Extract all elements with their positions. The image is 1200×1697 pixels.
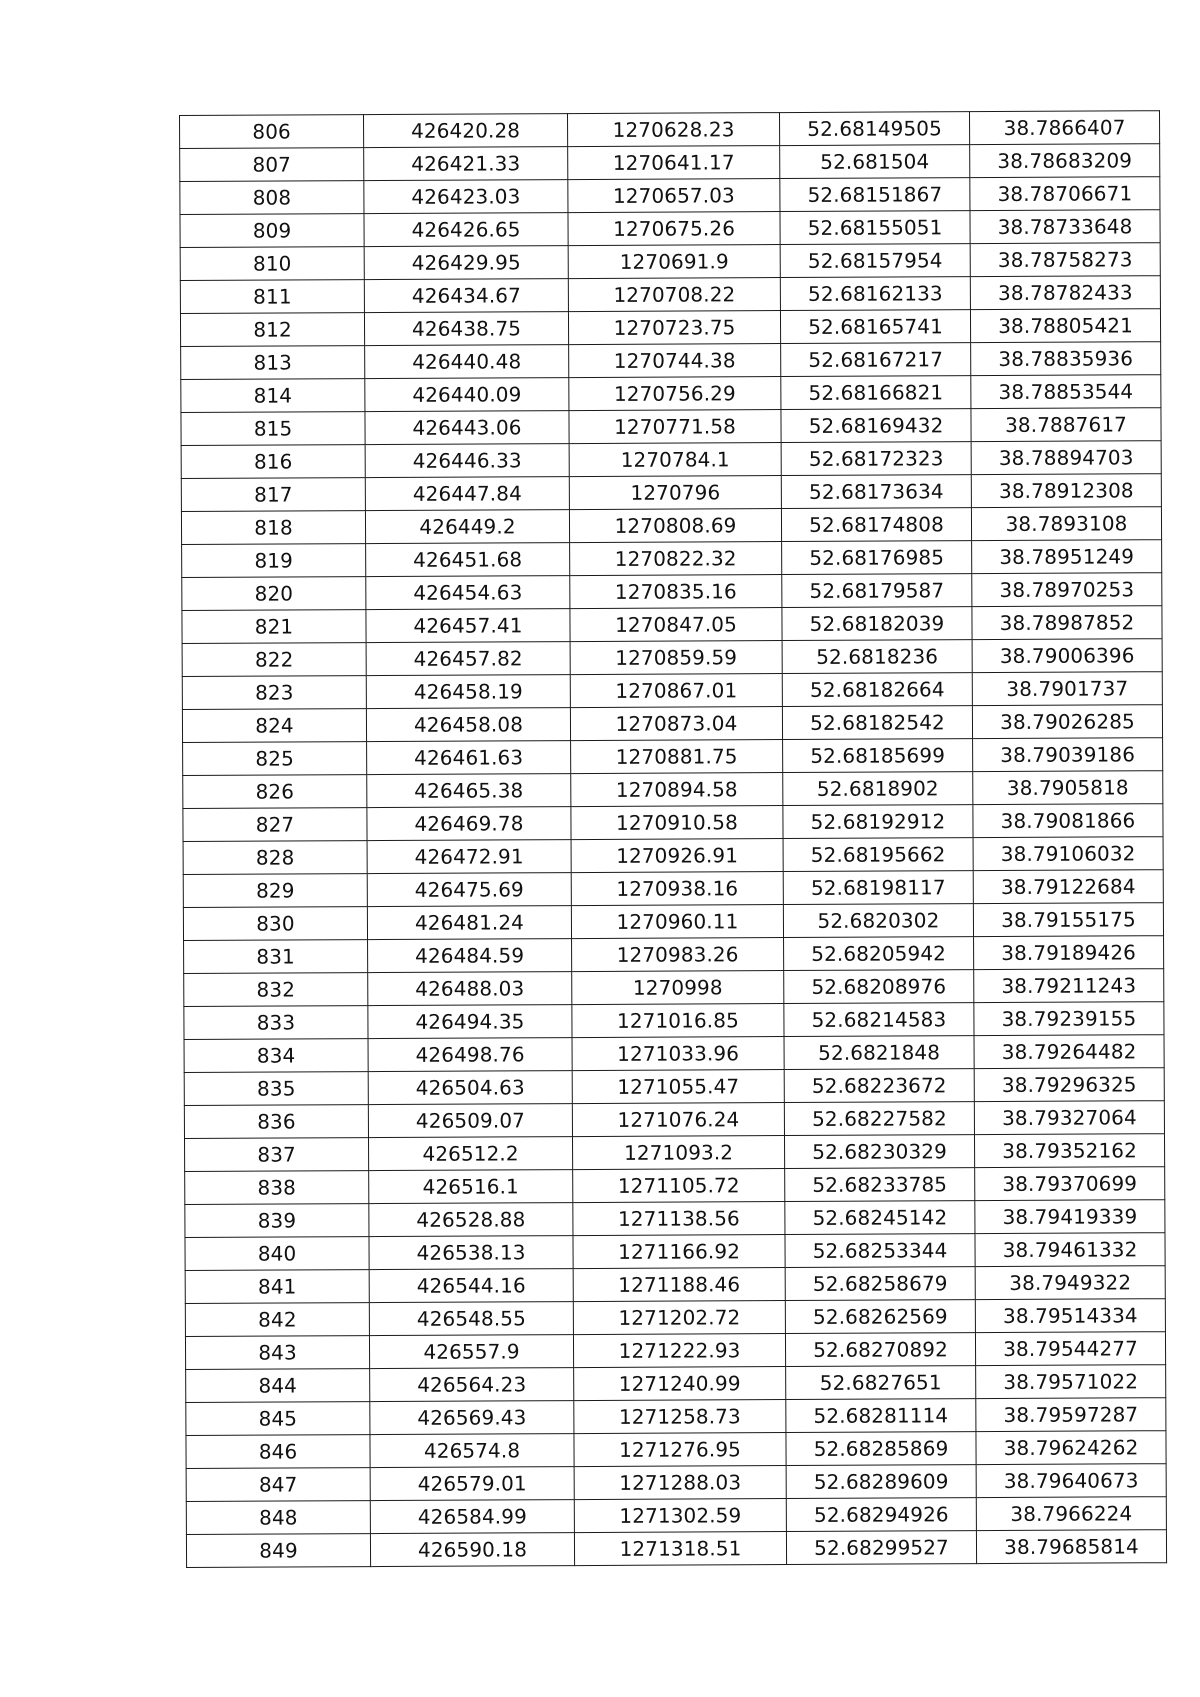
y-coordinate-cell: 1270835.16 xyxy=(570,575,782,609)
y-coordinate-cell: 1271188.46 xyxy=(573,1268,785,1302)
x-coordinate-cell: 426548.55 xyxy=(369,1302,573,1336)
y-coordinate-cell: 1270771.58 xyxy=(569,410,781,444)
y-coordinate-cell: 1270796 xyxy=(569,476,781,510)
table-row xyxy=(184,1035,1164,1073)
x-coordinate-cell: 426429.95 xyxy=(364,246,568,280)
latitude-cell: 52.68192912 xyxy=(783,805,973,839)
y-coordinate-cell: 1270894.58 xyxy=(571,773,783,807)
table-row xyxy=(184,1101,1164,1139)
point-number-cell: 824 xyxy=(182,709,366,743)
y-coordinate-cell: 1270960.11 xyxy=(571,905,783,939)
x-coordinate-cell: 426579.01 xyxy=(370,1467,574,1501)
latitude-cell: 52.68208976 xyxy=(784,970,974,1004)
point-number-cell: 846 xyxy=(186,1435,370,1469)
y-coordinate-cell: 1270998 xyxy=(572,971,784,1005)
longitude-cell: 38.79155175 xyxy=(973,903,1163,937)
latitude-cell: 52.68162133 xyxy=(780,277,970,311)
latitude-cell: 52.68166821 xyxy=(781,376,971,410)
x-coordinate-cell: 426458.19 xyxy=(366,675,570,709)
latitude-cell: 52.68182039 xyxy=(782,607,972,641)
point-number-cell: 820 xyxy=(182,577,366,611)
latitude-cell: 52.68294926 xyxy=(786,1498,976,1532)
longitude-cell: 38.79122684 xyxy=(973,870,1163,904)
longitude-cell: 38.79189426 xyxy=(974,936,1164,970)
x-coordinate-cell: 426528.88 xyxy=(369,1203,573,1237)
point-number-cell: 810 xyxy=(180,247,364,281)
table-row xyxy=(186,1464,1166,1502)
x-coordinate-cell: 426481.24 xyxy=(367,906,571,940)
point-number-cell: 829 xyxy=(183,874,367,908)
table-row xyxy=(186,1365,1166,1403)
x-coordinate-cell: 426516.1 xyxy=(369,1170,573,1204)
table-row xyxy=(180,210,1160,248)
latitude-cell: 52.68172323 xyxy=(781,442,971,476)
x-coordinate-cell: 426584.99 xyxy=(370,1500,574,1534)
y-coordinate-cell: 1270675.26 xyxy=(568,212,780,246)
point-number-cell: 841 xyxy=(185,1270,369,1304)
y-coordinate-cell: 1271258.73 xyxy=(574,1400,786,1434)
x-coordinate-cell: 426488.03 xyxy=(368,972,572,1006)
latitude-cell: 52.68155051 xyxy=(780,211,970,245)
longitude-cell: 38.78706671 xyxy=(970,177,1160,211)
x-coordinate-cell: 426512.2 xyxy=(368,1137,572,1171)
table-row xyxy=(180,177,1160,215)
point-number-cell: 842 xyxy=(185,1303,369,1337)
latitude-cell: 52.68258679 xyxy=(785,1267,975,1301)
longitude-cell: 38.79419339 xyxy=(975,1200,1165,1234)
point-number-cell: 806 xyxy=(180,115,364,149)
longitude-cell: 38.79026285 xyxy=(972,705,1162,739)
point-number-cell: 818 xyxy=(181,511,365,545)
y-coordinate-cell: 1271093.2 xyxy=(572,1136,784,1170)
point-number-cell: 837 xyxy=(185,1138,369,1172)
x-coordinate-cell: 426569.43 xyxy=(370,1401,574,1435)
x-coordinate-cell: 426421.33 xyxy=(364,147,568,181)
x-coordinate-cell: 426446.33 xyxy=(365,444,569,478)
x-coordinate-cell: 426449.2 xyxy=(365,510,569,544)
point-number-cell: 819 xyxy=(182,544,366,578)
latitude-cell: 52.6818902 xyxy=(783,772,973,806)
table-row xyxy=(182,672,1162,710)
latitude-cell: 52.6820302 xyxy=(783,904,973,938)
longitude-cell: 38.78805421 xyxy=(970,309,1160,343)
x-coordinate-cell: 426538.13 xyxy=(369,1236,573,1270)
y-coordinate-cell: 1270641.17 xyxy=(568,146,780,180)
x-coordinate-cell: 426475.69 xyxy=(367,873,571,907)
table-row xyxy=(184,969,1164,1007)
longitude-cell: 38.78835936 xyxy=(971,342,1161,376)
longitude-cell: 38.79640673 xyxy=(976,1464,1166,1498)
latitude-cell: 52.68149505 xyxy=(779,112,969,146)
table-row xyxy=(183,804,1163,842)
latitude-cell: 52.68165741 xyxy=(780,310,970,344)
x-coordinate-cell: 426472.91 xyxy=(367,840,571,874)
table-row xyxy=(185,1200,1165,1238)
x-coordinate-cell: 426564.23 xyxy=(370,1368,574,1402)
latitude-cell: 52.681504 xyxy=(780,145,970,179)
y-coordinate-cell: 1271076.24 xyxy=(572,1103,784,1137)
x-coordinate-cell: 426457.82 xyxy=(366,642,570,676)
latitude-cell: 52.68205942 xyxy=(784,937,974,971)
table-row xyxy=(183,837,1163,875)
longitude-cell: 38.79624262 xyxy=(976,1431,1166,1465)
longitude-cell: 38.79081866 xyxy=(973,804,1163,838)
longitude-cell: 38.78683209 xyxy=(970,144,1160,178)
latitude-cell: 52.6818236 xyxy=(782,640,972,674)
longitude-cell: 38.79370699 xyxy=(975,1167,1165,1201)
point-number-cell: 823 xyxy=(182,676,366,710)
y-coordinate-cell: 1271240.99 xyxy=(574,1367,786,1401)
table-row xyxy=(183,738,1163,776)
y-coordinate-cell: 1270873.04 xyxy=(570,707,782,741)
y-coordinate-cell: 1271276.95 xyxy=(574,1433,786,1467)
x-coordinate-cell: 426461.63 xyxy=(367,741,571,775)
x-coordinate-cell: 426574.8 xyxy=(370,1434,574,1468)
longitude-cell: 38.79039186 xyxy=(973,738,1163,772)
latitude-cell: 52.68182542 xyxy=(782,706,972,740)
y-coordinate-cell: 1270691.9 xyxy=(568,245,780,279)
y-coordinate-cell: 1271055.47 xyxy=(572,1070,784,1104)
x-coordinate-cell: 426423.03 xyxy=(364,180,568,214)
point-number-cell: 830 xyxy=(183,907,367,941)
table-row xyxy=(181,375,1161,413)
table-row xyxy=(183,771,1163,809)
y-coordinate-cell: 1271105.72 xyxy=(573,1169,785,1203)
point-number-cell: 822 xyxy=(182,643,366,677)
point-number-cell: 814 xyxy=(181,379,365,413)
longitude-cell: 38.7901737 xyxy=(972,672,1162,706)
point-number-cell: 835 xyxy=(184,1072,368,1106)
y-coordinate-cell: 1270847.05 xyxy=(570,608,782,642)
point-number-cell: 813 xyxy=(181,346,365,380)
table-row xyxy=(184,1068,1164,1106)
latitude-cell: 52.68233785 xyxy=(785,1168,975,1202)
latitude-cell: 52.68195662 xyxy=(783,838,973,872)
longitude-cell: 38.79544277 xyxy=(975,1332,1165,1366)
latitude-cell: 52.68214583 xyxy=(784,1003,974,1037)
table-row xyxy=(182,573,1162,611)
y-coordinate-cell: 1270867.01 xyxy=(570,674,782,708)
point-number-cell: 839 xyxy=(185,1204,369,1238)
latitude-cell: 52.68157954 xyxy=(780,244,970,278)
x-coordinate-cell: 426434.67 xyxy=(364,279,568,313)
y-coordinate-cell: 1270723.75 xyxy=(568,311,780,345)
latitude-cell: 52.68223672 xyxy=(784,1069,974,1103)
latitude-cell: 52.68167217 xyxy=(781,343,971,377)
latitude-cell: 52.6827651 xyxy=(786,1366,976,1400)
x-coordinate-cell: 426494.35 xyxy=(368,1005,572,1039)
x-coordinate-cell: 426440.48 xyxy=(365,345,569,379)
x-coordinate-cell: 426469.78 xyxy=(367,807,571,841)
y-coordinate-cell: 1270859.59 xyxy=(570,641,782,675)
point-number-cell: 834 xyxy=(184,1039,368,1073)
latitude-cell: 52.68151867 xyxy=(780,178,970,212)
table-row xyxy=(182,705,1162,743)
point-number-cell: 833 xyxy=(184,1006,368,1040)
x-coordinate-cell: 426509.07 xyxy=(368,1104,572,1138)
y-coordinate-cell: 1271318.51 xyxy=(574,1532,786,1566)
point-number-cell: 816 xyxy=(181,445,365,479)
longitude-cell: 38.78733648 xyxy=(970,210,1160,244)
table-row xyxy=(185,1266,1165,1304)
point-number-cell: 811 xyxy=(180,280,364,314)
table-row xyxy=(185,1332,1165,1370)
latitude-cell: 52.68185699 xyxy=(783,739,973,773)
point-number-cell: 808 xyxy=(180,181,364,215)
point-number-cell: 825 xyxy=(183,742,367,776)
point-number-cell: 847 xyxy=(186,1468,370,1502)
longitude-cell: 38.79211243 xyxy=(974,969,1164,1003)
table-row xyxy=(185,1299,1165,1337)
x-coordinate-cell: 426451.68 xyxy=(366,543,570,577)
longitude-cell: 38.78782433 xyxy=(970,276,1160,310)
point-number-cell: 838 xyxy=(185,1171,369,1205)
y-coordinate-cell: 1271288.03 xyxy=(574,1466,786,1500)
latitude-cell: 52.68169432 xyxy=(781,409,971,443)
point-number-cell: 812 xyxy=(180,313,364,347)
table-row xyxy=(181,441,1161,479)
point-number-cell: 844 xyxy=(186,1369,370,1403)
latitude-cell: 52.68281114 xyxy=(786,1399,976,1433)
table-row xyxy=(183,870,1163,908)
table-row xyxy=(184,936,1164,974)
longitude-cell: 38.79239155 xyxy=(974,1002,1164,1036)
x-coordinate-cell: 426484.59 xyxy=(368,939,572,973)
latitude-cell: 52.68173634 xyxy=(781,475,971,509)
latitude-cell: 52.68230329 xyxy=(784,1135,974,1169)
x-coordinate-cell: 426426.65 xyxy=(364,213,568,247)
latitude-cell: 52.68245142 xyxy=(785,1201,975,1235)
longitude-cell: 38.7887617 xyxy=(971,408,1161,442)
y-coordinate-cell: 1271016.85 xyxy=(572,1004,784,1038)
point-number-cell: 821 xyxy=(182,610,366,644)
y-coordinate-cell: 1270756.29 xyxy=(569,377,781,411)
table-row xyxy=(186,1431,1166,1469)
longitude-cell: 38.79352162 xyxy=(974,1134,1164,1168)
table-row xyxy=(180,111,1160,149)
latitude-cell: 52.68227582 xyxy=(784,1102,974,1136)
table-row xyxy=(182,606,1162,644)
latitude-cell: 52.68176985 xyxy=(782,541,972,575)
x-coordinate-cell: 426440.09 xyxy=(365,378,569,412)
table-row xyxy=(180,144,1160,182)
longitude-cell: 38.78951249 xyxy=(972,540,1162,574)
latitude-cell: 52.68289609 xyxy=(786,1465,976,1499)
latitude-cell: 52.68182664 xyxy=(782,673,972,707)
point-number-cell: 817 xyxy=(181,478,365,512)
latitude-cell: 52.68270892 xyxy=(785,1333,975,1367)
x-coordinate-cell: 426465.38 xyxy=(367,774,571,808)
y-coordinate-cell: 1271202.72 xyxy=(573,1301,785,1335)
y-coordinate-cell: 1270983.26 xyxy=(572,938,784,972)
longitude-cell: 38.7949322 xyxy=(975,1266,1165,1300)
point-number-cell: 840 xyxy=(185,1237,369,1271)
point-number-cell: 845 xyxy=(186,1402,370,1436)
point-number-cell: 828 xyxy=(183,841,367,875)
latitude-cell: 52.68179587 xyxy=(782,574,972,608)
point-number-cell: 826 xyxy=(183,775,367,809)
latitude-cell: 52.68198117 xyxy=(783,871,973,905)
point-number-cell: 832 xyxy=(184,973,368,1007)
point-number-cell: 836 xyxy=(184,1105,368,1139)
table-row xyxy=(183,903,1163,941)
latitude-cell: 52.68299527 xyxy=(786,1531,976,1565)
table-row xyxy=(185,1134,1165,1172)
x-coordinate-cell: 426457.41 xyxy=(366,609,570,643)
point-number-cell: 831 xyxy=(184,940,368,974)
y-coordinate-cell: 1270708.22 xyxy=(568,278,780,312)
y-coordinate-cell: 1270910.58 xyxy=(571,806,783,840)
x-coordinate-cell: 426458.08 xyxy=(366,708,570,742)
y-coordinate-cell: 1270744.38 xyxy=(569,344,781,378)
table-row xyxy=(185,1167,1165,1205)
longitude-cell: 38.79006396 xyxy=(972,639,1162,673)
x-coordinate-cell: 426544.16 xyxy=(369,1269,573,1303)
longitude-cell: 38.79571022 xyxy=(976,1365,1166,1399)
longitude-cell: 38.79461332 xyxy=(975,1233,1165,1267)
table-row xyxy=(181,342,1161,380)
longitude-cell: 38.79685814 xyxy=(976,1530,1166,1564)
latitude-cell: 52.68262569 xyxy=(785,1300,975,1334)
y-coordinate-cell: 1271302.59 xyxy=(574,1499,786,1533)
x-coordinate-cell: 426504.63 xyxy=(368,1071,572,1105)
coordinates-table xyxy=(179,110,1167,1568)
y-coordinate-cell: 1270938.16 xyxy=(571,872,783,906)
y-coordinate-cell: 1270784.1 xyxy=(569,443,781,477)
point-number-cell: 848 xyxy=(186,1501,370,1535)
coordinates-table-body xyxy=(180,111,1167,1568)
table-row xyxy=(186,1398,1166,1436)
longitude-cell: 38.7905818 xyxy=(973,771,1163,805)
x-coordinate-cell: 426447.84 xyxy=(365,477,569,511)
y-coordinate-cell: 1270926.91 xyxy=(571,839,783,873)
latitude-cell: 52.68253344 xyxy=(785,1234,975,1268)
table-row xyxy=(180,309,1160,347)
x-coordinate-cell: 426420.28 xyxy=(364,114,568,148)
longitude-cell: 38.7893108 xyxy=(971,507,1161,541)
longitude-cell: 38.7966224 xyxy=(976,1497,1166,1531)
x-coordinate-cell: 426557.9 xyxy=(369,1335,573,1369)
table-row xyxy=(184,1002,1164,1040)
longitude-cell: 38.78987852 xyxy=(972,606,1162,640)
y-coordinate-cell: 1270628.23 xyxy=(567,113,779,147)
table-row xyxy=(186,1530,1166,1568)
table-row xyxy=(185,1233,1165,1271)
table-row xyxy=(180,276,1160,314)
longitude-cell: 38.79597287 xyxy=(976,1398,1166,1432)
point-number-cell: 815 xyxy=(181,412,365,446)
table-row xyxy=(182,540,1162,578)
longitude-cell: 38.7866407 xyxy=(969,111,1159,145)
table-row xyxy=(182,639,1162,677)
y-coordinate-cell: 1271138.56 xyxy=(573,1202,785,1236)
x-coordinate-cell: 426498.76 xyxy=(368,1038,572,1072)
y-coordinate-cell: 1270822.32 xyxy=(570,542,782,576)
longitude-cell: 38.78758273 xyxy=(970,243,1160,277)
longitude-cell: 38.79296325 xyxy=(974,1068,1164,1102)
longitude-cell: 38.78970253 xyxy=(972,573,1162,607)
x-coordinate-cell: 426454.63 xyxy=(366,576,570,610)
point-number-cell: 809 xyxy=(180,214,364,248)
longitude-cell: 38.79514334 xyxy=(975,1299,1165,1333)
table-row xyxy=(180,243,1160,281)
y-coordinate-cell: 1270808.69 xyxy=(569,509,781,543)
y-coordinate-cell: 1270657.03 xyxy=(568,179,780,213)
y-coordinate-cell: 1270881.75 xyxy=(571,740,783,774)
table-row xyxy=(181,474,1161,512)
x-coordinate-cell: 426590.18 xyxy=(370,1533,574,1567)
table-row xyxy=(181,507,1161,545)
longitude-cell: 38.79106032 xyxy=(973,837,1163,871)
point-number-cell: 843 xyxy=(185,1336,369,1370)
x-coordinate-cell: 426438.75 xyxy=(364,312,568,346)
longitude-cell: 38.79264482 xyxy=(974,1035,1164,1069)
point-number-cell: 827 xyxy=(183,808,367,842)
table-row xyxy=(186,1497,1166,1535)
point-number-cell: 849 xyxy=(186,1534,370,1568)
longitude-cell: 38.79327064 xyxy=(974,1101,1164,1135)
point-number-cell: 807 xyxy=(180,148,364,182)
latitude-cell: 52.68174808 xyxy=(781,508,971,542)
x-coordinate-cell: 426443.06 xyxy=(365,411,569,445)
y-coordinate-cell: 1271166.92 xyxy=(573,1235,785,1269)
longitude-cell: 38.78894703 xyxy=(971,441,1161,475)
y-coordinate-cell: 1271033.96 xyxy=(572,1037,784,1071)
table-row xyxy=(181,408,1161,446)
latitude-cell: 52.6821848 xyxy=(784,1036,974,1070)
latitude-cell: 52.68285869 xyxy=(786,1432,976,1466)
y-coordinate-cell: 1271222.93 xyxy=(573,1334,785,1368)
longitude-cell: 38.78912308 xyxy=(971,474,1161,508)
longitude-cell: 38.78853544 xyxy=(971,375,1161,409)
